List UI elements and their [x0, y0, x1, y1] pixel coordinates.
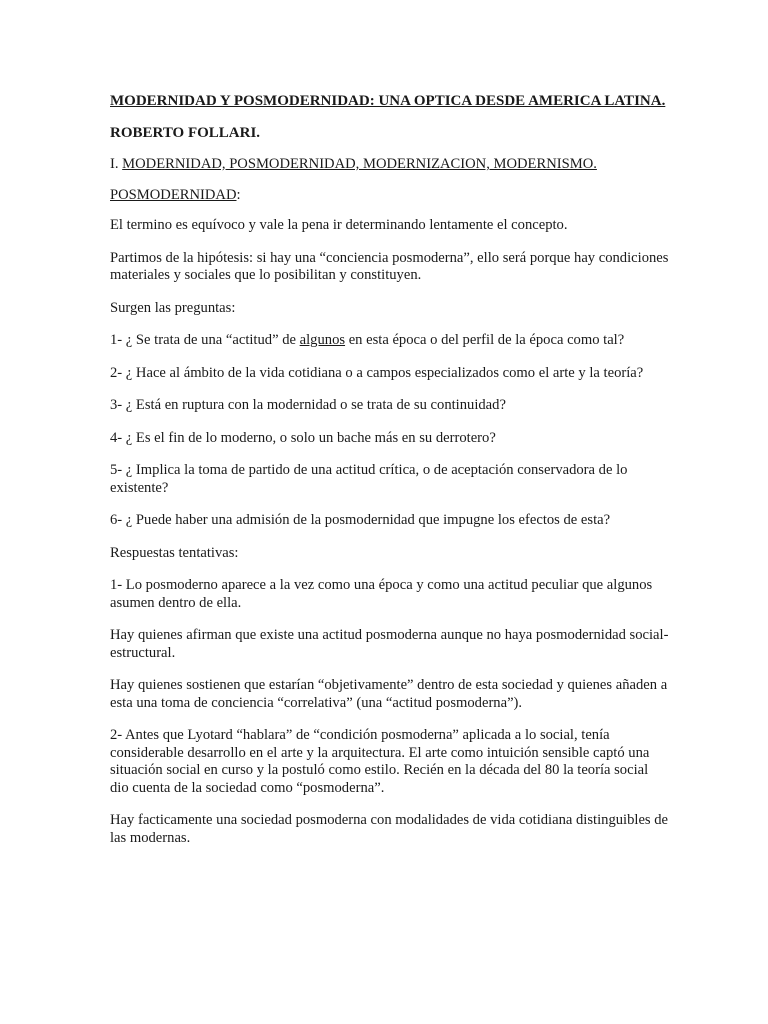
paragraph-2: Partimos de la hipótesis: si hay una “conciencia posmoderna”, ello será porque hay condiciones materiales y sociales que lo posibilitan y constituyen.: [110, 249, 669, 283]
question-3: 3- ¿ Está en ruptura con la modernidad o se trata de su continuidad?: [110, 397, 506, 413]
answer-2: 2- Antes que Lyotard “hablara” de “condición posmoderna” aplicada a lo social, tenía considerable desarrollo en el arte y la arquitectura. El arte como intuición sensible captó una situación social en curso y la postuló como estilo. Recién en la década del 80 la teoría social dio cuenta de la sociedad como “posmoderna”.: [110, 727, 650, 796]
subsection-suffix: :: [236, 186, 241, 203]
paragraph-3: Surgen las preguntas:: [110, 299, 236, 316]
document-title: MODERNIDAD Y POSMODERNIDAD: UNA OPTICA DESDE AMERICA LATINA.: [110, 93, 666, 109]
section-heading: [110, 156, 670, 174]
section-title: MODERNIDAD, POSMODERNIDAD, MODERNIZACION, MODERNISMO.: [122, 156, 597, 172]
document-author: ROBERTO FOLLARI.: [110, 125, 261, 141]
paragraph-4: Respuestas tentativas:: [110, 544, 239, 561]
question-1-end: en esta época o del perfil de la época como tal?: [345, 332, 625, 348]
paragraph-5: Hay quienes afirman que existe una actitud posmoderna aunque no haya posmodernidad social-estructural.: [110, 627, 669, 661]
question-1-underlined: algunos: [299, 332, 346, 348]
paragraph-1: El termino es equívoco y vale la pena ir determinando lentamente el concepto.: [110, 217, 568, 233]
subsection-heading: [110, 187, 670, 205]
paragraph-6: Hay quienes sostienen que estarían “objetivamente” dentro de esta sociedad y quienes añaden a esta una toma de conciencia “correlativa” (una “actitud posmoderna”).: [110, 677, 668, 711]
question-1: [110, 332, 670, 350]
question-6: 6- ¿ Puede haber una admisión de la posmodernidad que impugne los efectos de esta?: [110, 512, 611, 528]
question-1-start: 1- ¿ Se trata de una “actitud” de: [110, 332, 300, 348]
document-page: [110, 92, 670, 862]
question-5: 5- ¿ Implica la toma de partido de una actitud crítica, o de aceptación conservadora de lo existente?: [110, 462, 628, 496]
question-2: 2- ¿ Hace al ámbito de la vida cotidiana o a campos especializados como el arte y la teoría?: [110, 364, 644, 381]
answer-1: 1- Lo posmoderno aparece a la vez como una época y como una actitud peculiar que algunos asumen dentro de ella.: [110, 577, 653, 611]
paragraph-7: Hay facticamente una sociedad posmoderna con modalidades de vida cotidiana distinguibles de las modernas.: [110, 812, 669, 846]
subsection-title: POSMODERNIDAD: [110, 186, 237, 203]
question-4: 4- ¿ Es el fin de lo moderno, o solo un bache más en su derrotero?: [110, 429, 496, 446]
section-number: I.: [110, 156, 123, 172]
